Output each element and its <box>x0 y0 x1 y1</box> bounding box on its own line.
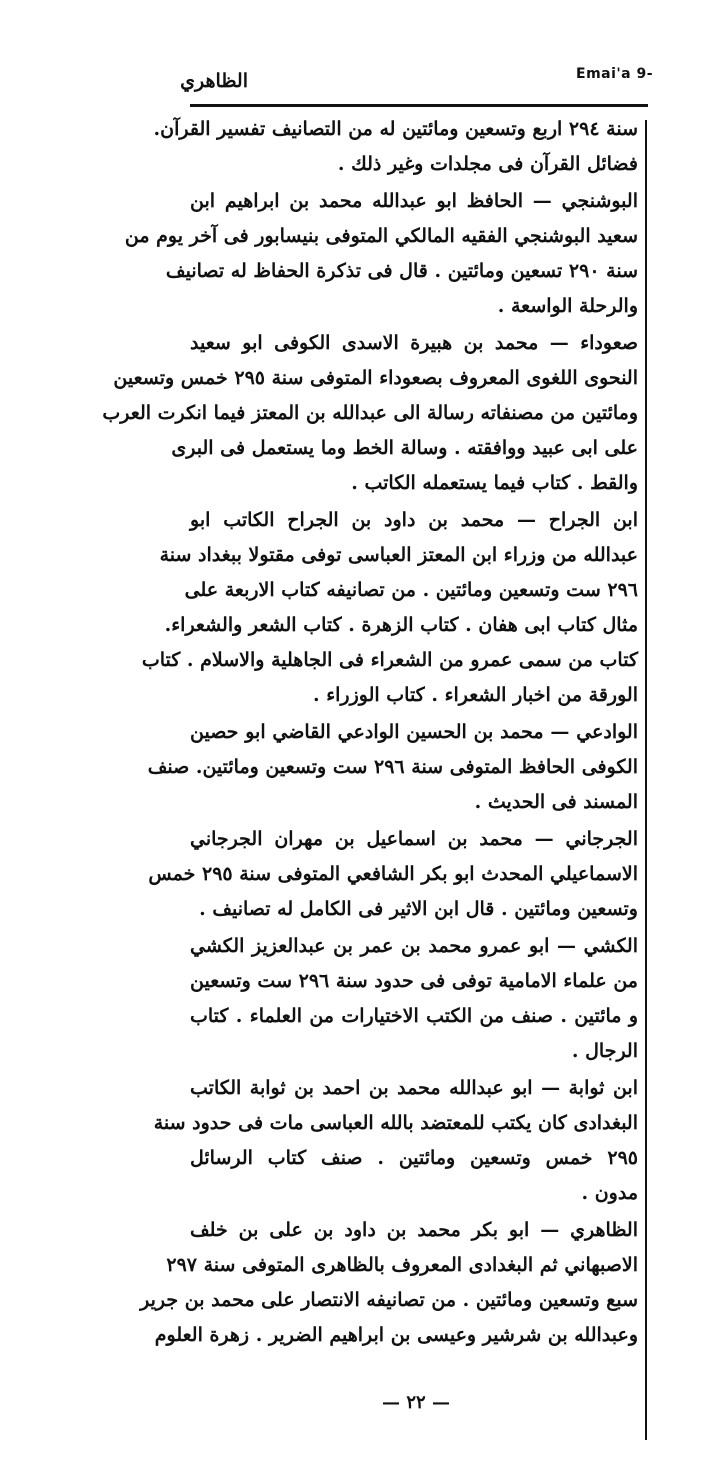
text-line: و مائتين . صنف من الكتب الاختيارات من العلماء . كتاب <box>190 1005 638 1027</box>
column-rule <box>645 120 647 1440</box>
text-line: عبدالله من وزراء ابن المعتز العباسى توفى مقتولا ببغداد سنة <box>159 544 638 566</box>
text-line: مدون . <box>581 1182 638 1204</box>
paragraph <box>147 715 638 820</box>
text-line: سنة ٢٩٠ تسعين ومائتين . قال فى تذكرة الحفاظ له تصانيف <box>165 260 638 282</box>
text-line: الورقة من اخبار الشعراء . كتاب الوزراء . <box>312 684 638 706</box>
paragraph <box>153 1071 638 1211</box>
text-line: وعبدالله بن شرشير وعيسى بن ابراهيم الضرير . زهرة العلوم <box>154 1324 638 1346</box>
page-number: — ٢٢ — <box>382 1392 450 1413</box>
paragraph <box>102 326 638 501</box>
text-line: النحوى اللغوى المعروف بصعوداء المتوفى سنة ٢٩٥ خمس وتسعين <box>113 367 638 389</box>
text-line: على ابى عبيد ووافقته . وسالة الخط وما يستعمل فى البرى <box>171 437 638 459</box>
header-rule <box>190 104 648 107</box>
text-line: وتسعين ومائتين . قال ابن الاثير فى الكامل له تصانيف . <box>199 898 638 920</box>
paragraph <box>148 822 638 927</box>
text-line: ٢٩٦ ست وتسعين ومائتين . من تصانيفه كتاب الاربعة على <box>184 579 638 601</box>
text-line: فضائل القرآن فى مجلدات وغير ذلك . <box>337 153 638 175</box>
paragraph <box>190 929 638 1069</box>
running-title: الظاهري <box>180 70 248 92</box>
header-left-text: Emai'a 9- <box>576 66 654 82</box>
text-line: كتاب من سمى عمرو من الشعراء فى الجاهلية والاسلام . كتاب <box>141 649 638 671</box>
text-line: والرحلة الواسعة . <box>497 295 638 317</box>
text-line: الوادعي — محمد بن الحسين الوادعي القاضي ابو حصين <box>190 721 638 743</box>
text-line: الظاهري — ابو بكر محمد بن داود بن على بن خلف <box>190 1219 638 1241</box>
paragraph <box>141 503 638 713</box>
text-line: والقط . كتاب فيما يستعمله الكاتب . <box>351 472 638 494</box>
body-text <box>102 112 638 1380</box>
text-line: الكشي — ابو عمرو محمد بن عمر بن عبدالعزيز الكشي <box>190 935 638 957</box>
text-line: ابن ثوابة — ابو عبدالله محمد بن احمد بن ثوابة الكاتب <box>190 1077 638 1099</box>
text-line: من علماء الامامية توفى فى حدود سنة ٢٩٦ ست وتسعين <box>190 970 638 992</box>
text-line: سبع وتسعين ومائتين . من تصانيفه الانتصار على محمد بن جرير <box>140 1289 638 1311</box>
text-line: ابن الجراح — محمد بن داود بن الجراح الكاتب ابو <box>190 509 638 531</box>
text-line: ٢٩٥ خمس وتسعين ومائتين . صنف كتاب الرسائل <box>190 1147 638 1169</box>
text-line: الجرجاني — محمد بن اسماعيل بن مهران الجرجاني <box>190 828 638 850</box>
text-line: سعيد البوشنجي الفقيه المالكي المتوفى بنيسابور فى آخر يوم من <box>124 225 638 247</box>
text-line: الرجال . <box>571 1040 638 1062</box>
text-line: مثال كتاب ابى هفان . كتاب الزهرة . كتاب الشعر والشعراء. <box>164 614 638 636</box>
text-line: الكوفى الحافظ المتوفى سنة ٢٩٦ ست وتسعين ومائتين. صنف <box>147 756 638 778</box>
text-line: ومائتين من مصنفاته رسالة الى عبدالله بن المعتز فيما انكرت العرب <box>102 402 638 424</box>
text-line: البوشنجي — الحافظ ابو عبدالله محمد بن ابراهيم ابن <box>190 190 638 212</box>
text-line: المسند فى الحديث . <box>474 791 638 813</box>
text-line: سنة ٢٩٤ اربع وتسعين ومائتين له من التصانيف تفسير القرآن. <box>153 118 638 140</box>
text-line: الاسماعيلي المحدث ابو بكر الشافعي المتوفى سنة ٢٩٥ خمس <box>148 863 638 885</box>
paragraph <box>153 112 638 182</box>
text-line: الاصبهاني ثم البغدادى المعروف بالظاهرى المتوفى سنة ٢٩٧ <box>166 1254 638 1276</box>
paragraph <box>124 184 638 324</box>
paragraph <box>140 1213 638 1353</box>
text-line: صعوداء — محمد بن هبيرة الاسدى الكوفى ابو سعيد <box>190 332 638 354</box>
text-line: البغدادى كان يكتب للمعتضد بالله العباسى مات فى حدود سنة <box>153 1112 638 1134</box>
